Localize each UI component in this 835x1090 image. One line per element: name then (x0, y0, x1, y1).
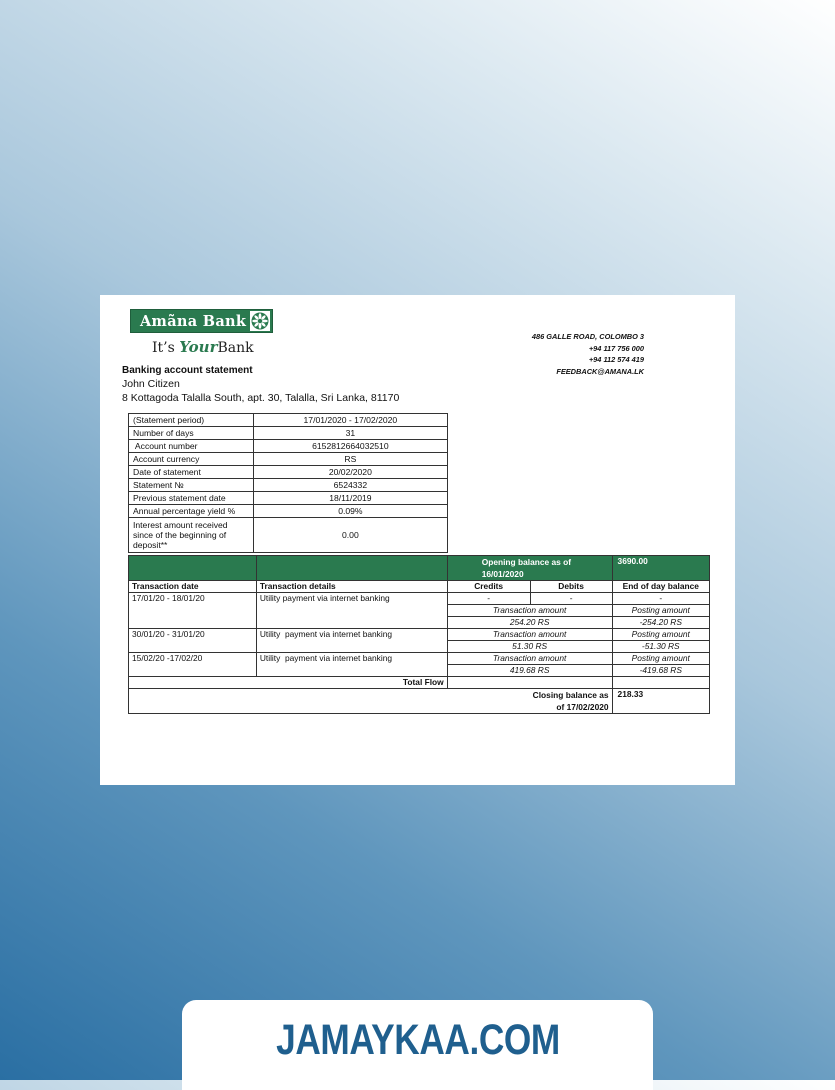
opening-balance-label: Opening balance as of 16/01/2020 (447, 556, 612, 581)
tx-amount: 419.68 RS (447, 665, 612, 677)
account-holder-name: John Citizen (122, 378, 180, 390)
info-value: RS (253, 453, 447, 466)
tagline-your: Your (179, 338, 218, 356)
tx-date: 15/02/20 -17/02/20 (129, 653, 257, 677)
bank-logo (130, 309, 273, 333)
tx-balance: - (612, 593, 709, 605)
closing-balance-row (129, 689, 710, 714)
flower-emblem-icon (250, 311, 270, 331)
info-row (129, 427, 448, 440)
tx-amount-label: Transaction amount (447, 605, 612, 617)
tx-amount-label: Transaction amount (447, 653, 612, 665)
bank-tagline (152, 338, 254, 356)
bank-statement-document (100, 295, 735, 785)
closing-balance-label: Closing balance as of 17/02/2020 (129, 689, 613, 714)
tx-amount: 254.20 RS (447, 617, 612, 629)
info-value: 31 (253, 427, 447, 440)
tx-posting: -419.68 RS (612, 665, 709, 677)
tx-date: 30/01/20 - 31/01/20 (129, 629, 257, 653)
tagline-bank: Bank (217, 340, 254, 356)
info-label: Previous statement date (129, 492, 254, 505)
info-row (129, 479, 448, 492)
bank-address: 486 GALLE ROAD, COLOMBO 3 (531, 332, 644, 341)
info-value: 6152812664032510 (253, 440, 447, 453)
tx-posting: -51.30 RS (612, 641, 709, 653)
header-credits: Credits (447, 581, 530, 593)
tx-amount: 51.30 RS (447, 641, 612, 653)
transactions-table (128, 555, 710, 714)
info-row (129, 453, 448, 466)
tx-credit: - (447, 593, 530, 605)
tagline-its: It’s (152, 340, 180, 356)
info-value: 6524332 (253, 479, 447, 492)
info-row (129, 414, 448, 427)
total-flow-row (129, 677, 710, 689)
info-row (129, 505, 448, 518)
statement-title: Banking account statement (122, 365, 253, 376)
header-balance: End of day balance (612, 581, 709, 593)
table-row (129, 653, 710, 665)
info-row (129, 466, 448, 479)
tx-details: Utility payment via internet banking (256, 653, 447, 677)
table-header-row (129, 581, 710, 593)
info-value: 18/11/2019 (253, 492, 447, 505)
info-label: Annual percentage yield % (129, 505, 254, 518)
info-label: Account currency (129, 453, 254, 466)
table-row (129, 629, 710, 641)
opening-balance-row (129, 556, 710, 581)
watermark-footer (182, 1000, 653, 1090)
header-details: Transaction details (256, 581, 447, 593)
tx-amount-label: Transaction amount (447, 629, 612, 641)
tx-debit: - (530, 593, 612, 605)
tx-posting-label: Posting amount (612, 605, 709, 617)
info-value: 0.00 (253, 518, 447, 553)
header-debits: Debits (530, 581, 612, 593)
account-holder-address: 8 Kottagoda Talalla South, apt. 30, Talalla, Sri Lanka, 81170 (122, 392, 400, 404)
info-row (129, 492, 448, 505)
info-value: 20/02/2020 (253, 466, 447, 479)
info-row (129, 440, 448, 453)
info-label: Number of days (129, 427, 254, 440)
total-flow-balance (612, 677, 709, 689)
bank-phone-2: +94 112 574 419 (588, 355, 644, 365)
info-label: Date of statement (129, 466, 254, 479)
info-label: (Statement period) (129, 414, 254, 427)
info-value: 17/01/2020 - 17/02/2020 (253, 414, 447, 427)
account-info-table (128, 413, 448, 553)
info-value: 0.09% (253, 505, 447, 518)
bank-email: FEEDBACK@AMANA.LK (556, 366, 644, 376)
info-label: Account number (129, 440, 254, 453)
info-label: Statement № (129, 479, 254, 492)
tx-details: Utility payment via internet banking (256, 629, 447, 653)
closing-balance-value: 218.33 (612, 689, 709, 714)
table-row (129, 593, 710, 605)
tx-posting: -254.20 RS (612, 617, 709, 629)
tx-details: Utility payment via internet banking (256, 593, 447, 629)
opening-balance-value: 3690.00 (612, 556, 709, 581)
watermark-text: JAMAYKAA.COM (275, 1016, 560, 1064)
info-row (129, 518, 448, 553)
info-label: Interest amount received since of the beginning of deposit** (129, 518, 254, 553)
bank-logo-text: Amãna Bank (140, 312, 247, 330)
tx-date: 17/01/20 - 18/01/20 (129, 593, 257, 629)
opening-blank-2 (256, 556, 447, 581)
header-date: Transaction date (129, 581, 257, 593)
tx-posting-label: Posting amount (612, 629, 709, 641)
opening-blank-1 (129, 556, 257, 581)
bank-contact (532, 331, 644, 377)
total-flow-label: Total Flow (129, 677, 448, 689)
total-flow-value (447, 677, 612, 689)
bank-phone-1: +94 117 756 000 (588, 343, 644, 353)
tx-posting-label: Posting amount (612, 653, 709, 665)
